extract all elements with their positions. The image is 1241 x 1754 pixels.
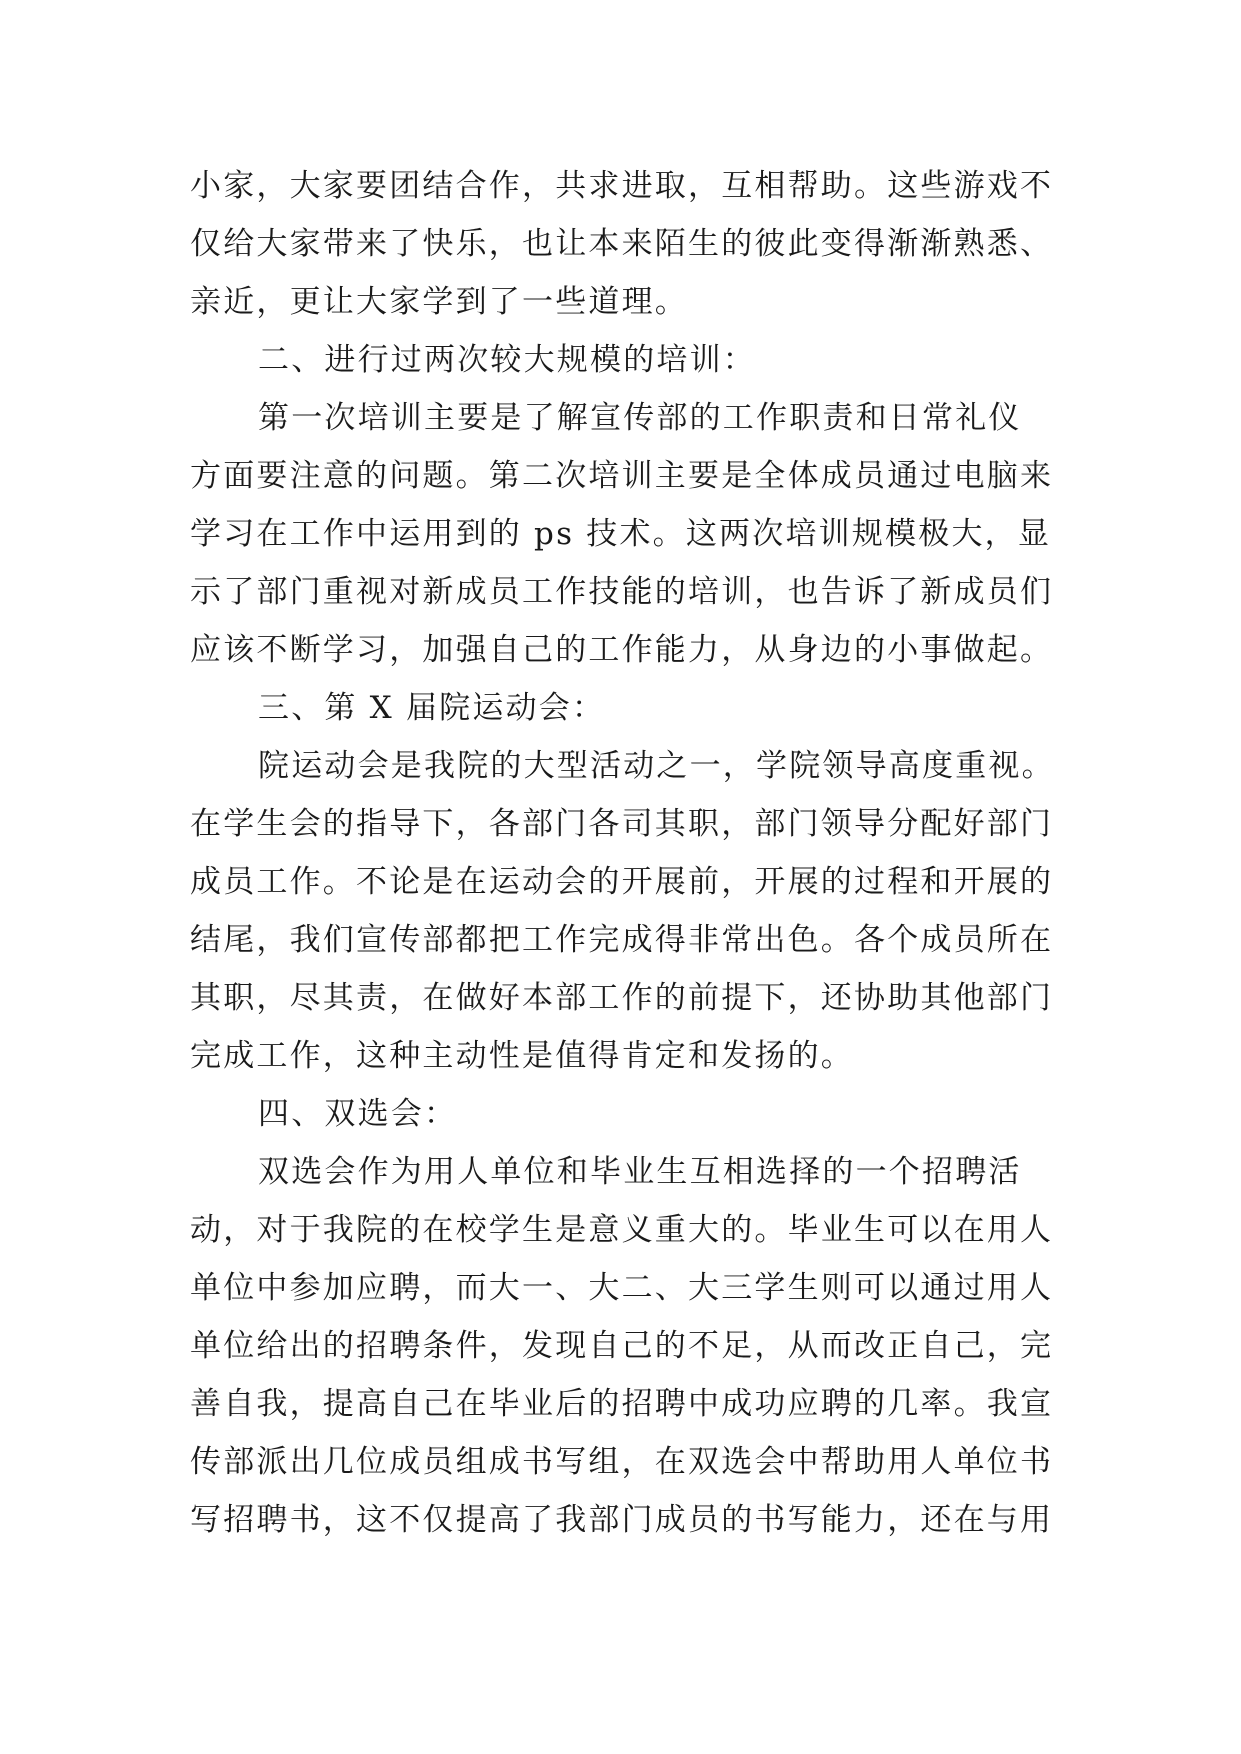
- text-line: 院运动会是我院的大型活动之一，学院领导高度重视。: [258, 748, 1055, 784]
- text-line: 学习在工作中运用到的 ps 技术。这两次培训规模极大，显: [190, 516, 1052, 552]
- text-line: 结尾，我们宣传部都把工作完成得非常出色。各个成员所在: [190, 922, 1054, 958]
- text-line: 小家，大家要团结合作，共求进取，互相帮助。这些游戏不: [190, 168, 1054, 204]
- text-line: 动，对于我院的在校学生是意义重大的。毕业生可以在用人: [190, 1212, 1054, 1248]
- text-line: 单位给出的招聘条件，发现自己的不足，从而改正自己，完: [190, 1328, 1054, 1364]
- text-line: 完成工作，这种主动性是值得肯定和发扬的。: [190, 1038, 854, 1074]
- text-line: 成员工作。不论是在运动会的开展前，开展的过程和开展的: [190, 864, 1054, 900]
- text-line: 第一次培训主要是了解宣传部的工作职责和日常礼仪: [258, 400, 1022, 436]
- text-line: 仅给大家带来了快乐，也让本来陌生的彼此变得渐渐熟悉、: [190, 226, 1054, 262]
- text-line: 其职，尽其责，在做好本部工作的前提下，还协助其他部门: [190, 980, 1054, 1016]
- text-line: 亲近，更让大家学到了一些道理。: [190, 284, 688, 320]
- text-line: 双选会作为用人单位和毕业生互相选择的一个招聘活: [258, 1154, 1022, 1190]
- text-line: 善自我，提高自己在毕业后的招聘中成功应聘的几率。我宣: [190, 1386, 1054, 1422]
- section-heading: 三、第 X 届院运动会：: [258, 690, 606, 726]
- text-line: 在学生会的指导下，各部门各司其职，部门领导分配好部门: [190, 806, 1054, 842]
- text-line: 写招聘书，这不仅提高了我部门成员的书写能力，还在与用: [190, 1502, 1054, 1538]
- section-heading: 二、进行过两次较大规模的培训：: [258, 342, 756, 378]
- text-line: 单位中参加应聘，而大一、大二、大三学生则可以通过用人: [190, 1270, 1054, 1306]
- text-line: 方面要注意的问题。第二次培训主要是全体成员通过电脑来: [190, 458, 1054, 494]
- section-heading: 四、双选会：: [258, 1096, 458, 1132]
- text-line: 传部派出几位成员组成书写组，在双选会中帮助用人单位书: [190, 1444, 1054, 1480]
- text-line: 应该不断学习，加强自己的工作能力，从身边的小事做起。: [190, 632, 1054, 668]
- text-line: 示了部门重视对新成员工作技能的培训，也告诉了新成员们: [190, 574, 1054, 610]
